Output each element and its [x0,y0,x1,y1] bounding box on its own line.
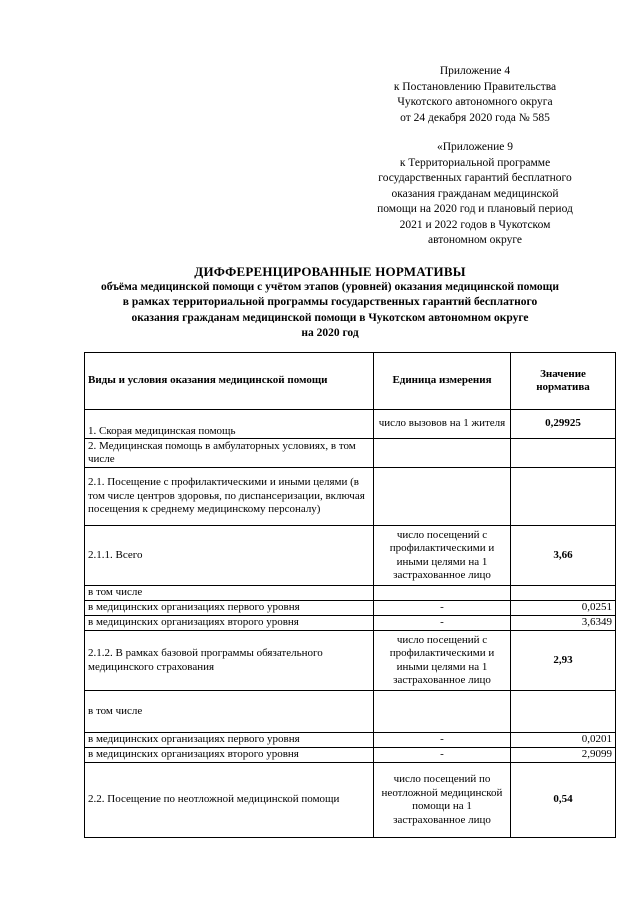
row-unit [374,439,511,468]
row-label: 2.1.1. Всего [85,526,374,586]
appendix-line: Приложение 4 [439,65,511,77]
row-unit: число вызовов на 1 жителя [374,410,511,439]
row-value: 0,29925 [511,410,616,439]
appendix-line: к Территориальной программе [399,156,551,169]
header-type: Виды и условия оказания медицинской помощи [85,353,374,410]
subtitle-line: оказания гражданам медицинской помощи в Чукотском автономном округе [131,311,529,324]
table-row [85,691,616,733]
row-label: в медицинских организациях второго уровня [85,616,374,631]
appendix-reference [365,64,585,126]
row-value: 2,93 [511,631,616,691]
row-value: 0,54 [511,763,616,838]
program-appendix-reference [365,140,585,249]
appendix-line: «Приложение 9 [436,141,514,153]
row-value: 0,0201 [511,733,616,748]
row-unit [374,586,511,601]
table-row [85,748,616,763]
table-row [85,601,616,616]
subtitle-line: на 2020 год [301,327,359,339]
row-label: в том числе [85,691,374,733]
appendix-line: от 24 декабря 2020 года № 585 [400,111,550,124]
row-value [511,468,616,526]
document-title [60,264,600,342]
row-label: в медицинских организациях первого уровня [85,601,374,616]
row-value: 3,66 [511,526,616,586]
subtitle-line: в рамках территориальной программы государственных гарантий бесплатного [122,296,538,308]
row-value [511,439,616,468]
table-row [85,439,616,468]
row-label: в том числе [85,586,374,601]
row-unit: - [374,733,511,748]
row-unit: число посещений с профилактическими и иными целями на 1 застрахованное лицо [374,526,511,586]
appendix-line: Чукотского автономного округа [397,96,553,108]
header-unit: Единица измерения [374,353,511,410]
table-row [85,616,616,631]
row-unit: число посещений с профилактическими и иными целями на 1 застрахованное лицо [374,631,511,691]
row-value [511,691,616,733]
row-label: 2.2. Посещение по неотложной медицинской помощи [85,763,374,838]
appendix-line: помощи на 2020 год и плановый период [377,203,573,215]
table-row [85,586,616,601]
subtitle-line: объёма медицинской помощи с учётом этапов (уровней) оказания медицинской помощи [101,280,559,293]
row-unit [374,691,511,733]
row-value: 3,6349 [511,616,616,631]
appendix-line: государственных гарантий бесплатного [378,172,572,184]
row-label: в медицинских организациях второго уровня [85,748,374,763]
row-label: в медицинских организациях первого уровня [85,733,374,748]
row-unit: - [374,748,511,763]
row-unit [374,468,511,526]
table-header-row [85,353,616,410]
row-value [511,586,616,601]
row-label: 1. Скорая медицинская помощь [85,410,374,439]
row-label: 2.1. Посещение с профилактическими и иными целями (в том числе центров здоровья, по диспансеризации, включая посещения к среднему медицинскому персоналу) [85,468,374,526]
table-row [85,410,616,439]
appendix-line: автономном округе [427,234,523,246]
norms-table [84,352,616,838]
table-row [85,733,616,748]
row-value: 2,9099 [511,748,616,763]
row-unit: - [374,616,511,631]
main-title: ДИФФЕРЕНЦИРОВАННЫЕ НОРМАТИВЫ [194,264,466,279]
table-row [85,468,616,526]
row-unit: - [374,601,511,616]
appendix-line: к Постановлению Правительства [393,80,557,93]
row-label: 2. Медицинская помощь в амбулаторных условиях, в том числе [85,439,374,468]
row-label: 2.1.2. В рамках базовой программы обязательного медицинского страхования [85,631,374,691]
table-row [85,763,616,838]
header-value: Значение норматива [511,353,616,410]
table-row [85,631,616,691]
row-unit: число посещений по неотложной медицинской помощи на 1 застрахованное лицо [374,763,511,838]
appendix-line: оказания гражданам медицинской [391,187,559,200]
appendix-line: 2021 и 2022 годов в Чукотском [399,218,551,231]
table-row [85,526,616,586]
row-value: 0,0251 [511,601,616,616]
